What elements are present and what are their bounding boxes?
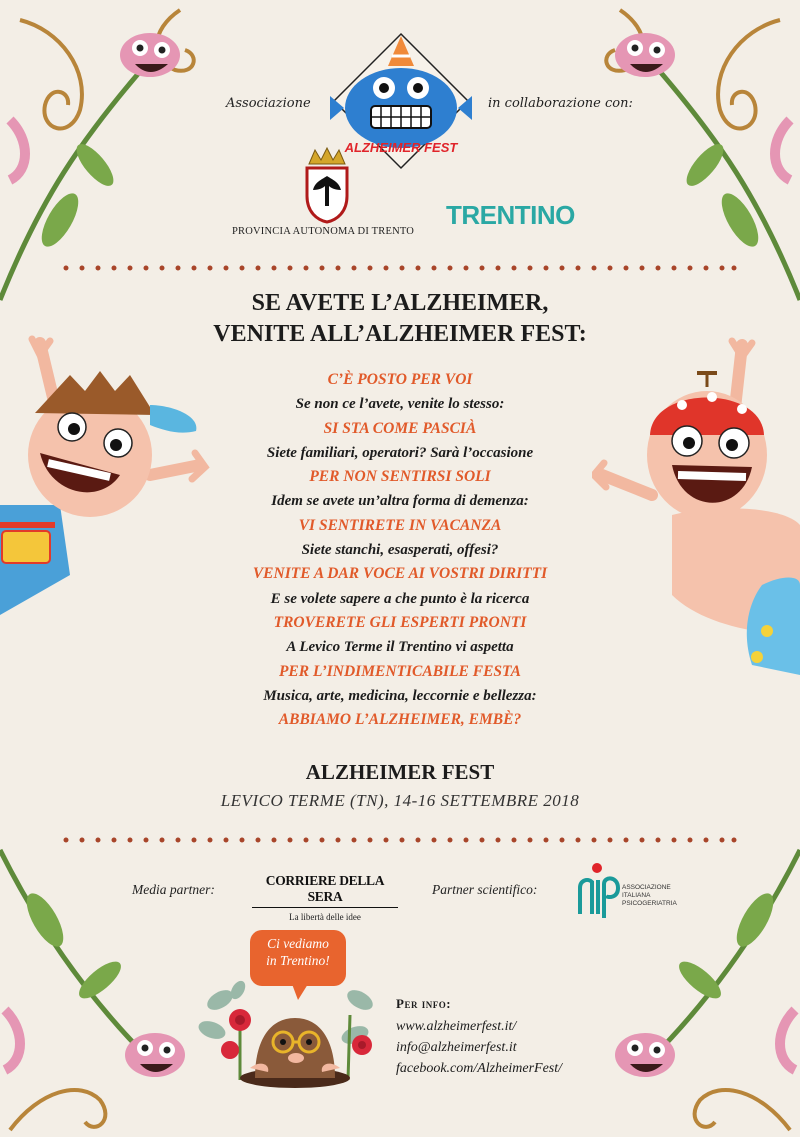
trentino-logo: TRENTINO xyxy=(446,200,575,230)
poem-line: SI STA COME PASCIÀ xyxy=(323,419,477,437)
poem-line: C’È POSTO PER VOI xyxy=(327,371,473,388)
poem-line: VENITE A DAR VOCE AI VOSTRI DIRITTI xyxy=(252,565,548,583)
bubble-line-2: in Trentino! xyxy=(266,953,330,968)
poem-line: VI SENTIRETE IN VACANZA xyxy=(298,516,502,534)
corriere-logo xyxy=(252,873,398,922)
poem-line: PER L’INDIMENTICABILE FESTA xyxy=(278,662,522,680)
divider-bottom xyxy=(62,836,738,844)
aip-line-1: ASSOCIAZIONE xyxy=(622,884,671,891)
poem xyxy=(0,368,800,732)
headline-line-1: SE AVETE L’ALZHEIMER, xyxy=(251,290,549,316)
scientific-partner-label: Partner scientifico: xyxy=(432,882,538,897)
floral-corner-top-right xyxy=(540,0,800,330)
festival-logo-text: ALZHEIMER FEST xyxy=(344,140,458,155)
corriere-tagline: La libertà delle idee xyxy=(289,912,361,922)
poem-line: Siete familiari, operatori? Sarà l’occasione xyxy=(266,444,534,461)
poem-line: ABBIAMO L’ALZHEIMER, EMBÈ? xyxy=(278,711,522,729)
event-title: ALZHEIMER FEST xyxy=(305,760,495,784)
poem-line: Siete stanchi, esasperati, offesi? xyxy=(301,542,499,559)
aip-line-2: ITALIANA xyxy=(622,892,651,899)
divider-top xyxy=(62,264,738,272)
mole-mascot-illustration xyxy=(190,960,380,1090)
floral-corner-top-left xyxy=(0,0,260,330)
corriere-name: CORRIERE DELLA SERA xyxy=(252,873,398,908)
collaboration-label: in collaborazione con: xyxy=(488,96,633,111)
aip-logo-text xyxy=(622,884,677,908)
aip-line-3: PSICOGERIATRIA xyxy=(622,900,677,907)
poem-line: TROVERETE GLI ESPERTI PRONTI xyxy=(273,613,527,631)
poem-line: PER NON SENTIRSI SOLI xyxy=(309,468,491,486)
poem-line: E se volete sapere a che punto è la ricerca xyxy=(270,590,530,607)
poem-line: A Levico Terme il Trentino vi aspetta xyxy=(286,639,514,656)
event-place-date: LEVICO TERME (TN), 14-16 SETTEMBRE 2018 xyxy=(220,791,580,810)
facebook-link[interactable]: facebook.com/AlzheimerFest/ xyxy=(396,1061,563,1076)
poem-line: Musica, arte, medicina, leccornie e bellezza: xyxy=(263,687,537,704)
media-partner-label: Media partner: xyxy=(132,882,215,897)
headline-line-2: VENITE ALL’ALZHEIMER FEST: xyxy=(213,321,587,347)
aip-logo-icon xyxy=(574,862,620,920)
info-block xyxy=(396,996,562,1079)
province-crest xyxy=(303,146,351,224)
website-link[interactable]: www.alzheimerfest.it/ xyxy=(396,1019,517,1034)
association-label: Associazione xyxy=(226,96,311,111)
poem-line: Idem se avete un’altra forma di demenza: xyxy=(271,493,529,510)
email-link[interactable]: info@alzheimerfest.it xyxy=(396,1040,517,1055)
poem-line: Se non ce l’avete, venite lo stesso: xyxy=(295,396,505,413)
province-label: PROVINCIA AUTONOMA DI TRENTO xyxy=(232,226,415,237)
info-title: Per info: xyxy=(396,996,452,1011)
bubble-line-1: Ci vediamo xyxy=(267,936,329,951)
